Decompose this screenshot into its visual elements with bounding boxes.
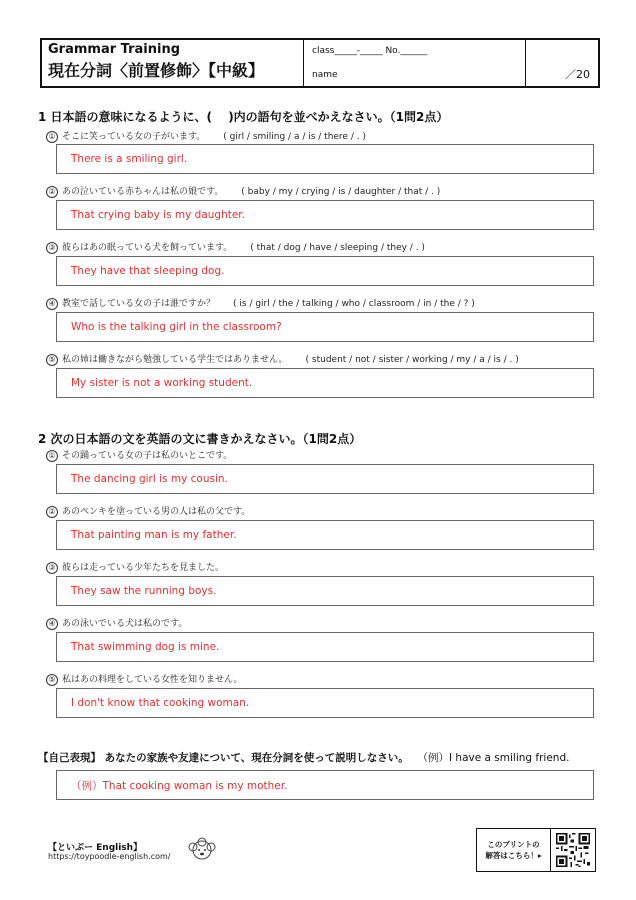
- name-field[interactable]: name: [312, 70, 338, 80]
- prompt-2-5: ⑤ 私はあの料理をしている女性を知りません。: [46, 672, 243, 686]
- answer-link-box[interactable]: [476, 828, 596, 872]
- answer-link-text: このプリントの 解答はこちら！▸: [477, 829, 551, 871]
- prompt-1-2: ② あの泣いている赤ちゃんは私の娘です。 ( baby / my / crying / is / daughter / that / . ): [46, 184, 440, 198]
- self-expression-heading: 【自己表現】 あなたの家族や友達について、現在分詞を使って説明しなさい。 （例）I have a smiling friend.: [38, 752, 570, 764]
- title-jp: 現在分詞〈前置修飾〉【中級】: [48, 61, 265, 80]
- section2-heading: 2 次の日本語の文を英語の文に書きかえなさい。（1問2点）: [38, 432, 362, 446]
- answer-box-1-1[interactable]: There is a smiling girl.: [56, 144, 594, 174]
- answer-box-1-3[interactable]: They have that sleeping dog.: [56, 256, 594, 286]
- class-number-field[interactable]: class_____-_____ No.______: [312, 46, 428, 56]
- score-total: ／20: [565, 68, 590, 81]
- self-expression-example: （例）I have a smiling friend.: [422, 752, 570, 764]
- prompt-2-3: ③ 彼らは走っている少年たちを見ました。: [46, 560, 224, 574]
- prompt-2-4: ④ あの泳いでいる犬は私のです。: [46, 616, 187, 630]
- prompt-1-4: ④ 教室で話している女の子は誰ですか？ ( is / girl / the / talking / who / classroom / in / the / ? ): [46, 296, 475, 310]
- site-url[interactable]: https://toypoodle-english.com/: [48, 852, 171, 861]
- title-cell: [42, 40, 304, 86]
- answer-box-1-4[interactable]: Who is the talking girl in the classroom?: [56, 312, 594, 342]
- answer-box-self[interactable]: （例）That cooking woman is my mother.: [56, 770, 594, 800]
- answer-box-2-1[interactable]: The dancing girl is my cousin.: [56, 464, 594, 494]
- qr-code-icon[interactable]: [551, 829, 595, 871]
- class-cell: [304, 40, 526, 86]
- answer-box-2-3[interactable]: They saw the running boys.: [56, 576, 594, 606]
- prompt-2-2: ② あのペンキを塗っている男の人は私の父です。: [46, 504, 250, 518]
- brand-name: 【といぷー English】: [48, 843, 143, 853]
- title-en: Grammar Training: [48, 42, 181, 57]
- prompt-1-1: ① そこに笑っている女の子がいます。 ( girl / smiling / a / is / there / . ): [46, 129, 366, 143]
- score-cell: [526, 40, 598, 86]
- answer-box-2-2[interactable]: That painting man is my father.: [56, 520, 594, 550]
- answer-box-2-4[interactable]: That swimming dog is mine.: [56, 632, 594, 662]
- section1-heading: 1 日本語の意味になるように、( )内の語句を並べかえなさい。（1問2点）: [38, 110, 449, 124]
- poodle-logo-icon: [184, 836, 220, 868]
- answer-box-1-5[interactable]: My sister is not a working student.: [56, 368, 594, 398]
- prompt-2-1: ① その踊っている女の子は私のいとこです。: [46, 448, 232, 462]
- answer-box-1-2[interactable]: That crying baby is my daughter.: [56, 200, 594, 230]
- prompt-1-3: ③ 彼らはあの眠っている犬を飼っています。 ( that / dog / have / sleeping / they / . ): [46, 240, 425, 254]
- answer-box-2-5[interactable]: I don't know that cooking woman.: [56, 688, 594, 718]
- worksheet-header: [40, 38, 600, 88]
- prompt-1-5: ⑤ 私の姉は働きながら勉強している学生ではありません。 ( student / not / sister / working / my / a / is / . ): [46, 352, 519, 366]
